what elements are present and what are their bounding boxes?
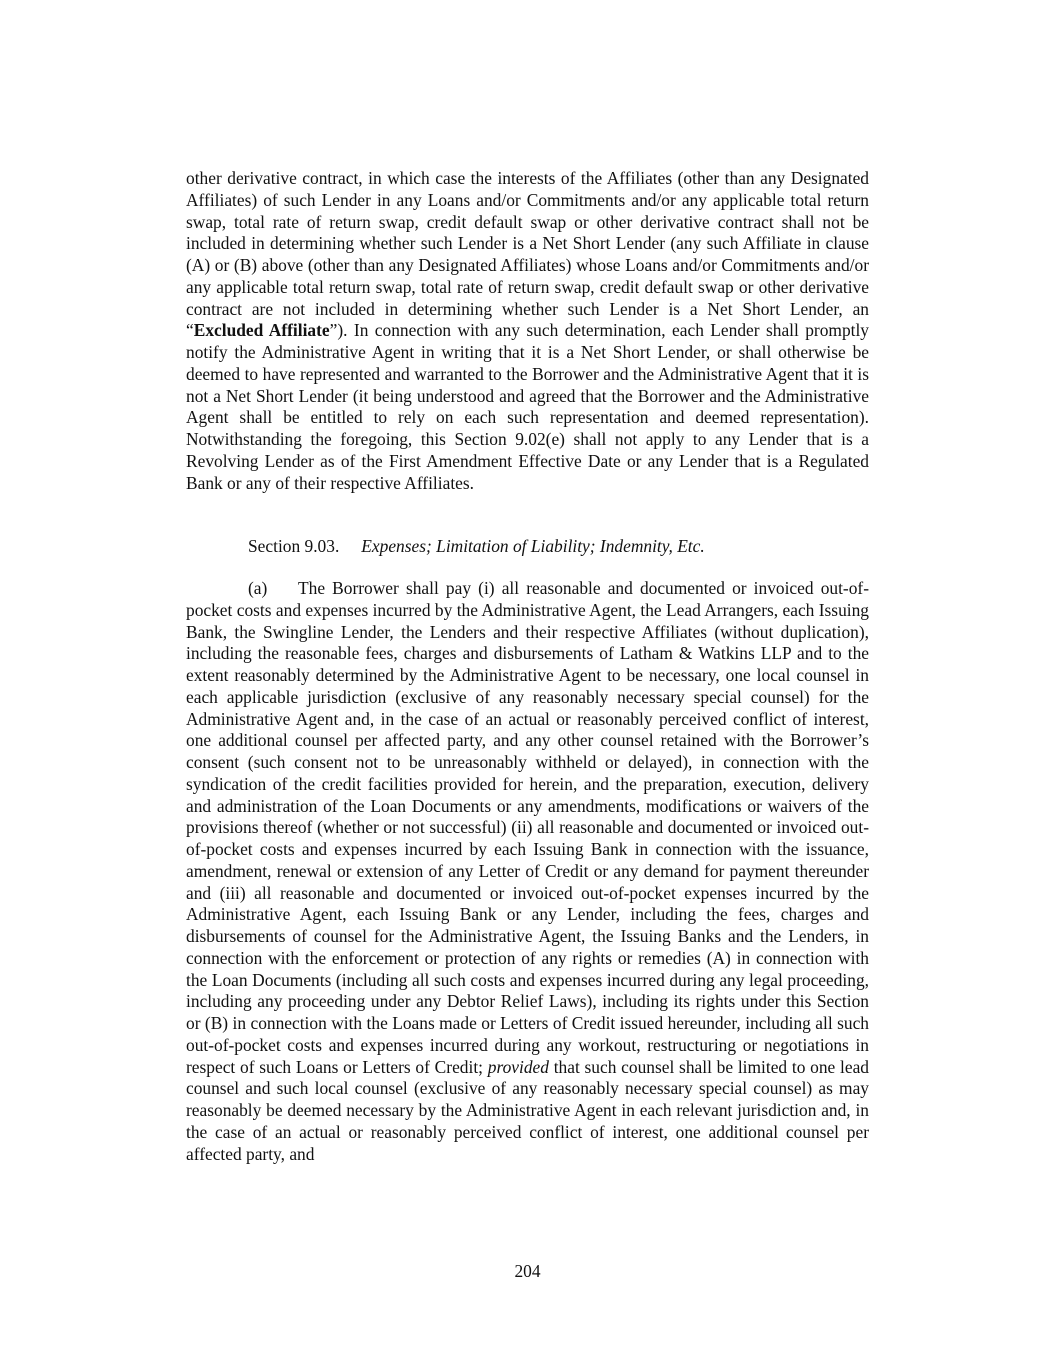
defined-term-excluded-affiliate: Excluded Affiliate [193, 320, 330, 341]
paragraph-text: The Borrower shall pay (i) all reasonable and documented or invoiced out-of-pocket costs and expenses incurred by the Administrative Agent, the Lead Arrangers, each Issuing Bank, the Swingline Lender, the Lenders and their respective Affiliates (without duplication), including the reasonable fees, charges and disbursements of Latham & Watkins LLP and to the extent reasonably determined by the Administrative Agent to be necessary, one local counsel in each applicable jurisdiction (exclusive of any reasonably necessary special counsel) for the Administrative Agent and, in the case of an actual or reasonably perceived conflict of interest, one additional counsel per affected party, and any other counsel retained with the Borrower’s consent (such consent not to be unreasonably withheld or delayed), in connection with the syndication of the credit facilities provided for herein, and the preparation, execution, delivery and administration of the Loan Documents or any amendments, modifications or waivers of the provisions thereof (whether or not successful) (ii) all reasonable and documented or invoiced out-of-pocket costs and expenses incurred by each Issuing Bank in connection with the issuance, amendment, renewal or extension of any Letter of Credit or any demand for payment thereunder and (iii) all reasonable and documented or invoiced out-of-pocket expenses incurred by the Administrative Agent, each Issuing Bank or any Lender, including the fees, charges and disbursements of counsel for the Administrative Agent, the Issuing Banks and the Lenders, in connection with the enforcement or protection of any rights or remedies (A) in connection with the Loan Documents (including all such costs and expenses incurred during any legal proceeding, including any proceeding under any Debtor Relief Laws), including its rights under this Section or (B) in connection with the Loans made or Letters of Credit issued hereunder, including all such out-of-pocket costs and expenses incurred during any workout, restructuring or negotiations in respect of such Loans or Letters of Credit; [186, 578, 869, 1077]
paragraph-text: ”). In connection with any such determination, each Lender shall promptly notify the Administrative Agent in writing that it is a Net Short Lender, or shall otherwise be deemed to have represented and warranted to the Borrower and the Administrative Agent that it is not a Net Short Lender (it being understood and agreed that the Borrower and the Administrative Agent shall be entitled to rely on each such representation and deemed representation). Notwithstanding the foregoing, this Section 9.02(e) shall not apply to any Lender that is a Revolving Lender as of the First Amendment Effective Date or any Lender that is a Regulated Bank or any of their respective Affiliates. [186, 320, 870, 493]
section-number: Section 9.03. [248, 536, 340, 556]
paragraph-text: that such counsel shall be limited to one lead counsel and such local counsel (exclusive of any reasonably necessary special counsel) as may reasonably be deemed necessary by the Administrative Agent in each relevant jurisdiction and, in the case of an actual or reasonably perceived conflict of interest, one additional counsel per affected party, and [186, 1056, 869, 1164]
paragraph-net-short-lender [186, 168, 869, 494]
section-title: Expenses; Limitation of Liability; Indemnity, Etc. [361, 536, 705, 556]
paragraph-text: other derivative contract, in which case the interests of the Affiliates (other than any Designated Affiliates) of such Lender in any Loans and/or Commitments and/or any applicable total return swap, total rate of return swap, credit default swap or other derivative contract shall not be included in determining whether such Lender is a Net Short Lender (any such Affiliate in clause (A) or (B) above (other than any Designated Affiliates) whose Loans and/or Commitments and/or any applicable total return swap, total rate of return swap, credit default swap or other derivative contract are not included in determining whether such Lender is a Net Short Lender, an “ [186, 168, 869, 341]
paragraph-expenses-a [186, 578, 869, 1165]
italic-provided: provided [487, 1056, 549, 1077]
page-number: 204 [514, 1261, 541, 1281]
section-heading [248, 536, 705, 558]
clause-label: (a) [248, 578, 268, 598]
